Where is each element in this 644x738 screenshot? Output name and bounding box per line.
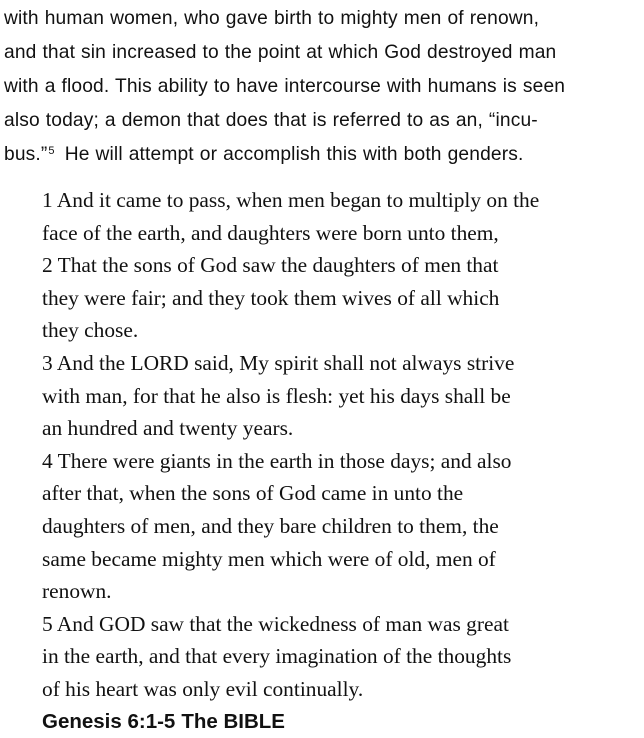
paragraph-line-start: bus.” [4, 144, 47, 165]
verse-line: 1 And it came to pass, when men began to multiply on the [42, 184, 632, 217]
verse-5 [42, 608, 632, 706]
paragraph-line-last [4, 138, 636, 172]
citation-source: The BIBLE [181, 710, 285, 733]
verse-line: 5 And GOD saw that the wickedness of man was great [42, 608, 632, 641]
verse-line: 3 And the LORD said, My spirit shall not always strive [42, 347, 632, 380]
verse-3 [42, 347, 632, 445]
footnote-marker: 5 [48, 145, 54, 157]
verse-line: they chose. [42, 314, 632, 347]
scripture-citation [42, 706, 632, 738]
body-paragraph [4, 2, 636, 172]
verse-line: of his heart was only evil continually. [42, 673, 632, 706]
paragraph-line: also today; a demon that does that is referred to as an, “incu- [4, 104, 636, 138]
verse-line: face of the earth, and daughters were born unto them, [42, 217, 632, 250]
verse-line: 4 There were giants in the earth in those days; and also [42, 445, 632, 478]
paragraph-line: with a flood. This ability to have intercourse with humans is seen [4, 70, 636, 104]
verse-line: they were fair; and they took them wives of all which [42, 282, 632, 315]
paragraph-line-end: He will attempt or accomplish this with both genders. [65, 144, 524, 165]
verse-line: renown. [42, 575, 632, 608]
paragraph-line: and that sin increased to the point at which God destroyed man [4, 36, 636, 70]
paragraph-line: with human women, who gave birth to mighty men of renown, [4, 2, 636, 36]
verse-2 [42, 249, 632, 347]
verse-line: after that, when the sons of God came in unto the [42, 477, 632, 510]
verse-line: with man, for that he also is flesh: yet his days shall be [42, 380, 632, 413]
verse-1 [42, 184, 632, 249]
citation-reference: Genesis 6:1-5 [42, 710, 175, 733]
verse-line: in the earth, and that every imagination of the thoughts [42, 640, 632, 673]
verse-line: daughters of men, and they bare children to them, the [42, 510, 632, 543]
scripture-block-quote [42, 184, 632, 738]
verse-4 [42, 445, 632, 608]
verse-line: 2 That the sons of God saw the daughters of men that [42, 249, 632, 282]
verse-line: same became mighty men which were of old, men of [42, 543, 632, 576]
verse-line: an hundred and twenty years. [42, 412, 632, 445]
